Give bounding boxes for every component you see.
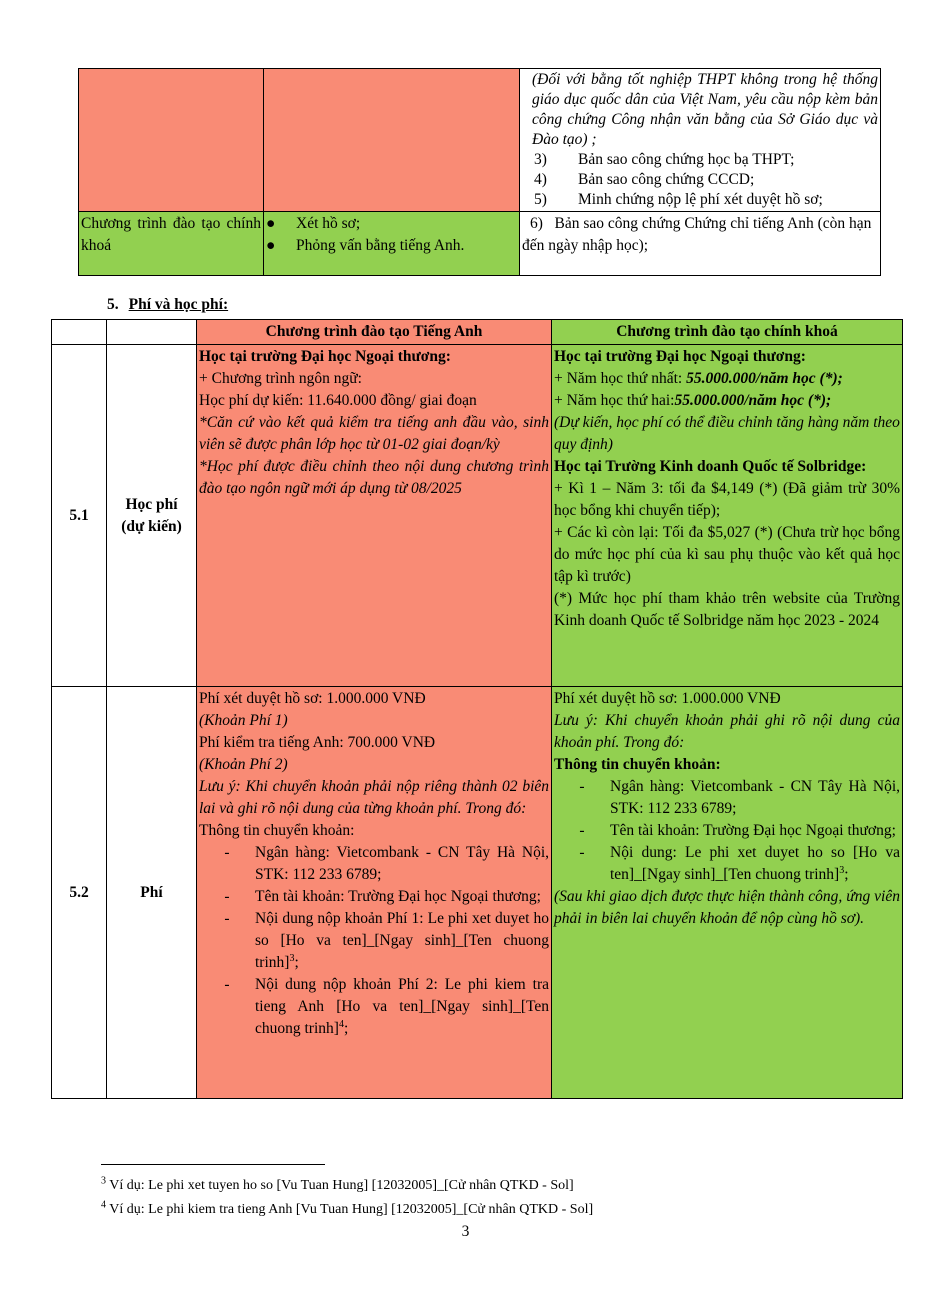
section-heading: 5. Phí và học phí:	[107, 296, 229, 313]
text-line: + Năm học thứ hai:55.000.000/năm học (*);	[554, 392, 832, 409]
text-line: (*) Mức học phí tham khảo trên website của Trường Kinh doanh Quốc tế Solbridge năm học 2023 - 2024	[554, 590, 900, 629]
program-cell-empty	[79, 69, 264, 212]
list-item: - Ngân hàng: Vietcombank - CN Tây Hà Nội, STK: 112 233 6789;	[224, 844, 549, 883]
list-item: - Nội dung nộp khoản Phí 1: Le phi xet duyet ho so [Ho va ten]_[Ngay sinh]_[Ten chuong trinh]$^3$;	[224, 910, 549, 971]
cell-heading: Học tại trường Đại học Ngoại thương:	[199, 348, 451, 365]
footnote-divider	[101, 1164, 325, 1165]
text-line: + Các kì còn lại: Tối đa $5,027 (*) (Chưa trừ học bổng do mức học phí của kì sau phụ thuộc vào kết quả học tập kì trước)	[554, 524, 900, 585]
list-item: - Tên tài khoản: Trường Đại học Ngoại thương;	[224, 888, 541, 905]
text-line: Phí xét duyệt hồ sơ: 1.000.000 VNĐ	[554, 690, 781, 707]
admission-documents-table	[78, 68, 881, 276]
text-line: Học phí dự kiến: 11.640.000 đồng/ giai đoạn	[199, 392, 477, 409]
cell-heading: Học tại Trường Kinh doanh Quốc tế Solbridge:	[554, 458, 867, 475]
note: Lưu ý: Khi chuyển khoản phải nộp riêng thành 02 biên lai và ghi rõ nội dung của từng khoản phí. Trong đó:	[199, 778, 549, 817]
header-main-program: Chương trình đào tạo chính khoá	[552, 320, 903, 345]
english-tuition-cell	[197, 345, 552, 687]
row-label-tuition: Học phí (dự kiến)	[107, 345, 197, 687]
document-item-5: 5) Minh chứng nộp lệ phí xét duyệt hồ sơ;	[534, 191, 823, 208]
document-item-3: 3) Bản sao công chứng học bạ THPT;	[534, 151, 795, 168]
note: (Dự kiến, học phí có thể điều chỉnh tăng hàng năm theo quy định)	[554, 414, 900, 453]
list-item: - Nội dung nộp khoản Phí 2: Le phi kiem tra tieng Anh [Ho va ten]_[Ngay sinh]_[Ten chuong trinh]$^4$;	[224, 976, 549, 1037]
transcript-note: (Đối với bằng tốt nghiệp THPT không trong hệ thống giáo dục quốc dân của Việt Nam, yêu cầu nộp kèm bản công chứng Công nhận văn bằng của Sở Giáo dục và Đào tạo) ;	[532, 71, 878, 148]
cell-heading: Thông tin chuyển khoản:	[554, 756, 721, 773]
note: Lưu ý: Khi chuyển khoản phải ghi rõ nội dung của khoản phí. Trong đó:	[554, 712, 900, 751]
text-line: Phí xét duyệt hồ sơ: 1.000.000 VNĐ	[199, 690, 426, 707]
method-cell-empty	[264, 69, 520, 212]
header-english-program: Chương trình đào tạo Tiếng Anh	[197, 320, 552, 345]
document-item-4: 4) Bản sao công chứng CCCD;	[534, 171, 755, 188]
row-label-fee: Phí	[107, 687, 197, 1099]
fee-table	[51, 319, 903, 1099]
text-line: (Khoản Phí 2)	[199, 756, 288, 773]
program-name-cell: Chương trình đào tạo chính khoá	[79, 212, 264, 276]
footnote-3: $^3$ Ví dụ: Le phi xet tuyen ho so [Vu Tuan Hung] [12032005]_[Cử nhân QTKD - Sol]	[101, 1175, 574, 1193]
text-line: (Khoản Phí 1)	[199, 712, 288, 729]
table-row	[79, 69, 881, 212]
transfer-info-list	[199, 842, 549, 1040]
table-row	[79, 212, 881, 276]
header-empty	[107, 320, 197, 345]
page-number: 3	[461, 1223, 470, 1240]
row-number: 5.1	[52, 345, 107, 687]
documents-cell	[520, 69, 881, 212]
method-item: ● Xét hồ sơ;	[266, 215, 361, 232]
method-cell	[264, 212, 520, 276]
table-row	[52, 687, 903, 1099]
note: *Căn cứ vào kết quả kiểm tra tiếng anh đầu vào, sinh viên sẽ được phân lớp học từ 01-02 giai đoạn/kỳ	[199, 414, 549, 453]
table-row	[52, 345, 903, 687]
text-line: + Kì 1 – Năm 3: tối đa $4,149 (*) (Đã giảm trừ 30% học bổng khi chuyển tiếp);	[554, 480, 900, 519]
cell-heading: Học tại trường Đại học Ngoại thương:	[554, 348, 806, 365]
transfer-info-list	[554, 776, 900, 886]
note: *Học phí được điều chỉnh theo nội dung chương trình đào tạo ngôn ngữ mới áp dụng từ 08/2025	[199, 458, 549, 497]
table-header-row	[52, 320, 903, 345]
method-item: ● Phỏng vấn bằng tiếng Anh.	[266, 237, 465, 254]
list-item: - Ngân hàng: Vietcombank - CN Tây Hà Nội, STK: 112 233 6789;	[579, 778, 900, 817]
english-fee-cell	[197, 687, 552, 1099]
text-line: + Chương trình ngôn ngữ:	[199, 370, 362, 387]
header-empty	[52, 320, 107, 345]
row-number: 5.2	[52, 687, 107, 1099]
main-fee-cell	[552, 687, 903, 1099]
footnote-4: $^4$ Ví dụ: Le phi kiem tra tieng Anh [Vu Tuan Hung] [12032005]_[Cử nhân QTKD - Sol]	[101, 1199, 594, 1217]
main-tuition-cell	[552, 345, 903, 687]
list-item: - Tên tài khoản: Trường Đại học Ngoại thương;	[579, 822, 896, 839]
list-item: - Nội dung: Le phi xet duyet ho so [Ho va ten]_[Ngay sinh]_[Ten chuong trinh]$^3$;	[579, 844, 900, 883]
text-line: + Năm học thứ nhất: 55.000.000/năm học (*);	[554, 370, 843, 387]
document-item-6: 6) Bản sao công chứng Chứng chỉ tiếng Anh (còn hạn đến ngày nhập học);	[520, 212, 881, 276]
text-line: Phí kiểm tra tiếng Anh: 700.000 VNĐ	[199, 734, 436, 751]
note: (Sau khi giao dịch được thực hiện thành công, ứng viên phải in biên lai chuyển khoản để nộp cùng hồ sơ).	[554, 888, 900, 927]
cell-heading: Thông tin chuyển khoản:	[199, 822, 355, 839]
